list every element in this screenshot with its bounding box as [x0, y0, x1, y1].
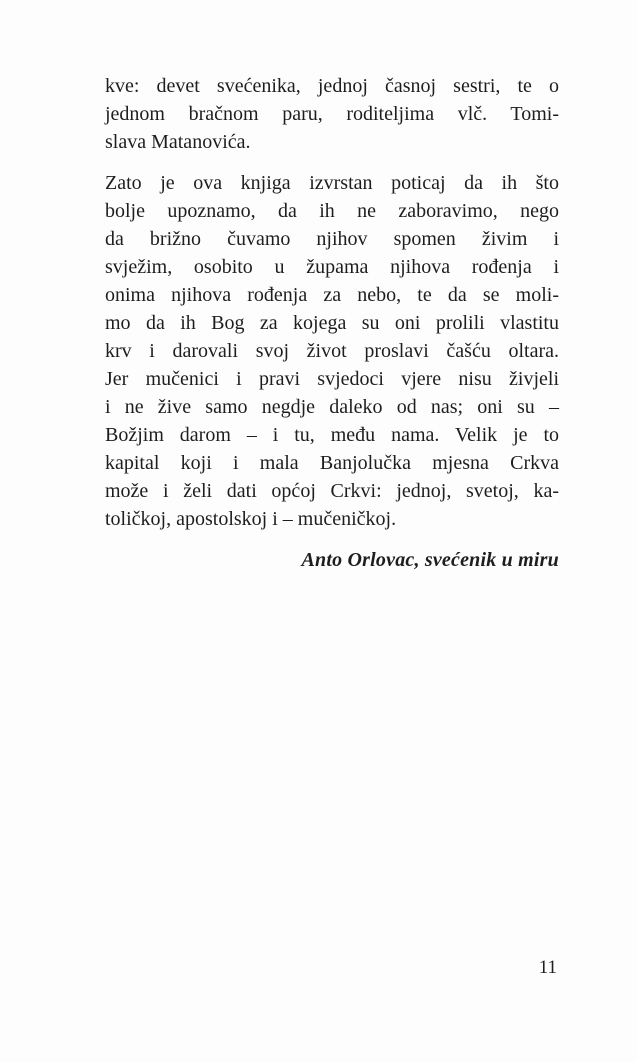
text-line: Zato je ova knjiga izvrstan poticaj da ih što — [105, 172, 559, 194]
page-content — [105, 72, 559, 574]
text-line: slava Matanovića. — [105, 131, 251, 153]
text-line: Jer mučenici i pravi svjedoci vjere nisu živjeli — [105, 368, 559, 390]
text-line: onima njihova rođenja za nebo, te da se moli- — [105, 284, 559, 306]
paragraph — [105, 72, 559, 156]
text-line: i ne žive samo negdje daleko od nas; oni su – — [105, 396, 559, 418]
text-line: Božjim darom – i tu, među nama. Velik je to — [105, 424, 559, 446]
text-line: bolje upoznamo, da ih ne zaboravimo, nego — [105, 200, 559, 222]
paragraph — [105, 169, 559, 533]
text-line: kapital koji i mala Banjolučka mjesna Crkva — [105, 452, 559, 474]
text-line: kve: devet svećenika, jednoj časnoj sestri, te o — [105, 75, 559, 97]
text-line: toličkoj, apostolskoj i – mučeničkoj. — [105, 508, 397, 530]
text-line: mo da ih Bog za kojega su oni prolili vlastitu — [105, 312, 559, 334]
text-line: da brižno čuvamo njihov spomen živim i — [105, 228, 559, 250]
text-line: može i želi dati općoj Crkvi: jednoj, svetoj, ka- — [105, 480, 559, 502]
text-line: svježim, osobito u župama njihova rođenja i — [105, 256, 559, 278]
page-number: 11 — [538, 957, 557, 978]
text-line: jednom bračnom paru, roditeljima vlč. Tomi- — [105, 103, 559, 125]
text-line: krv i darovali svoj život proslavi čašću oltara. — [105, 340, 559, 362]
signature-line: Anto Orlovac, svećenik u miru — [301, 549, 559, 571]
